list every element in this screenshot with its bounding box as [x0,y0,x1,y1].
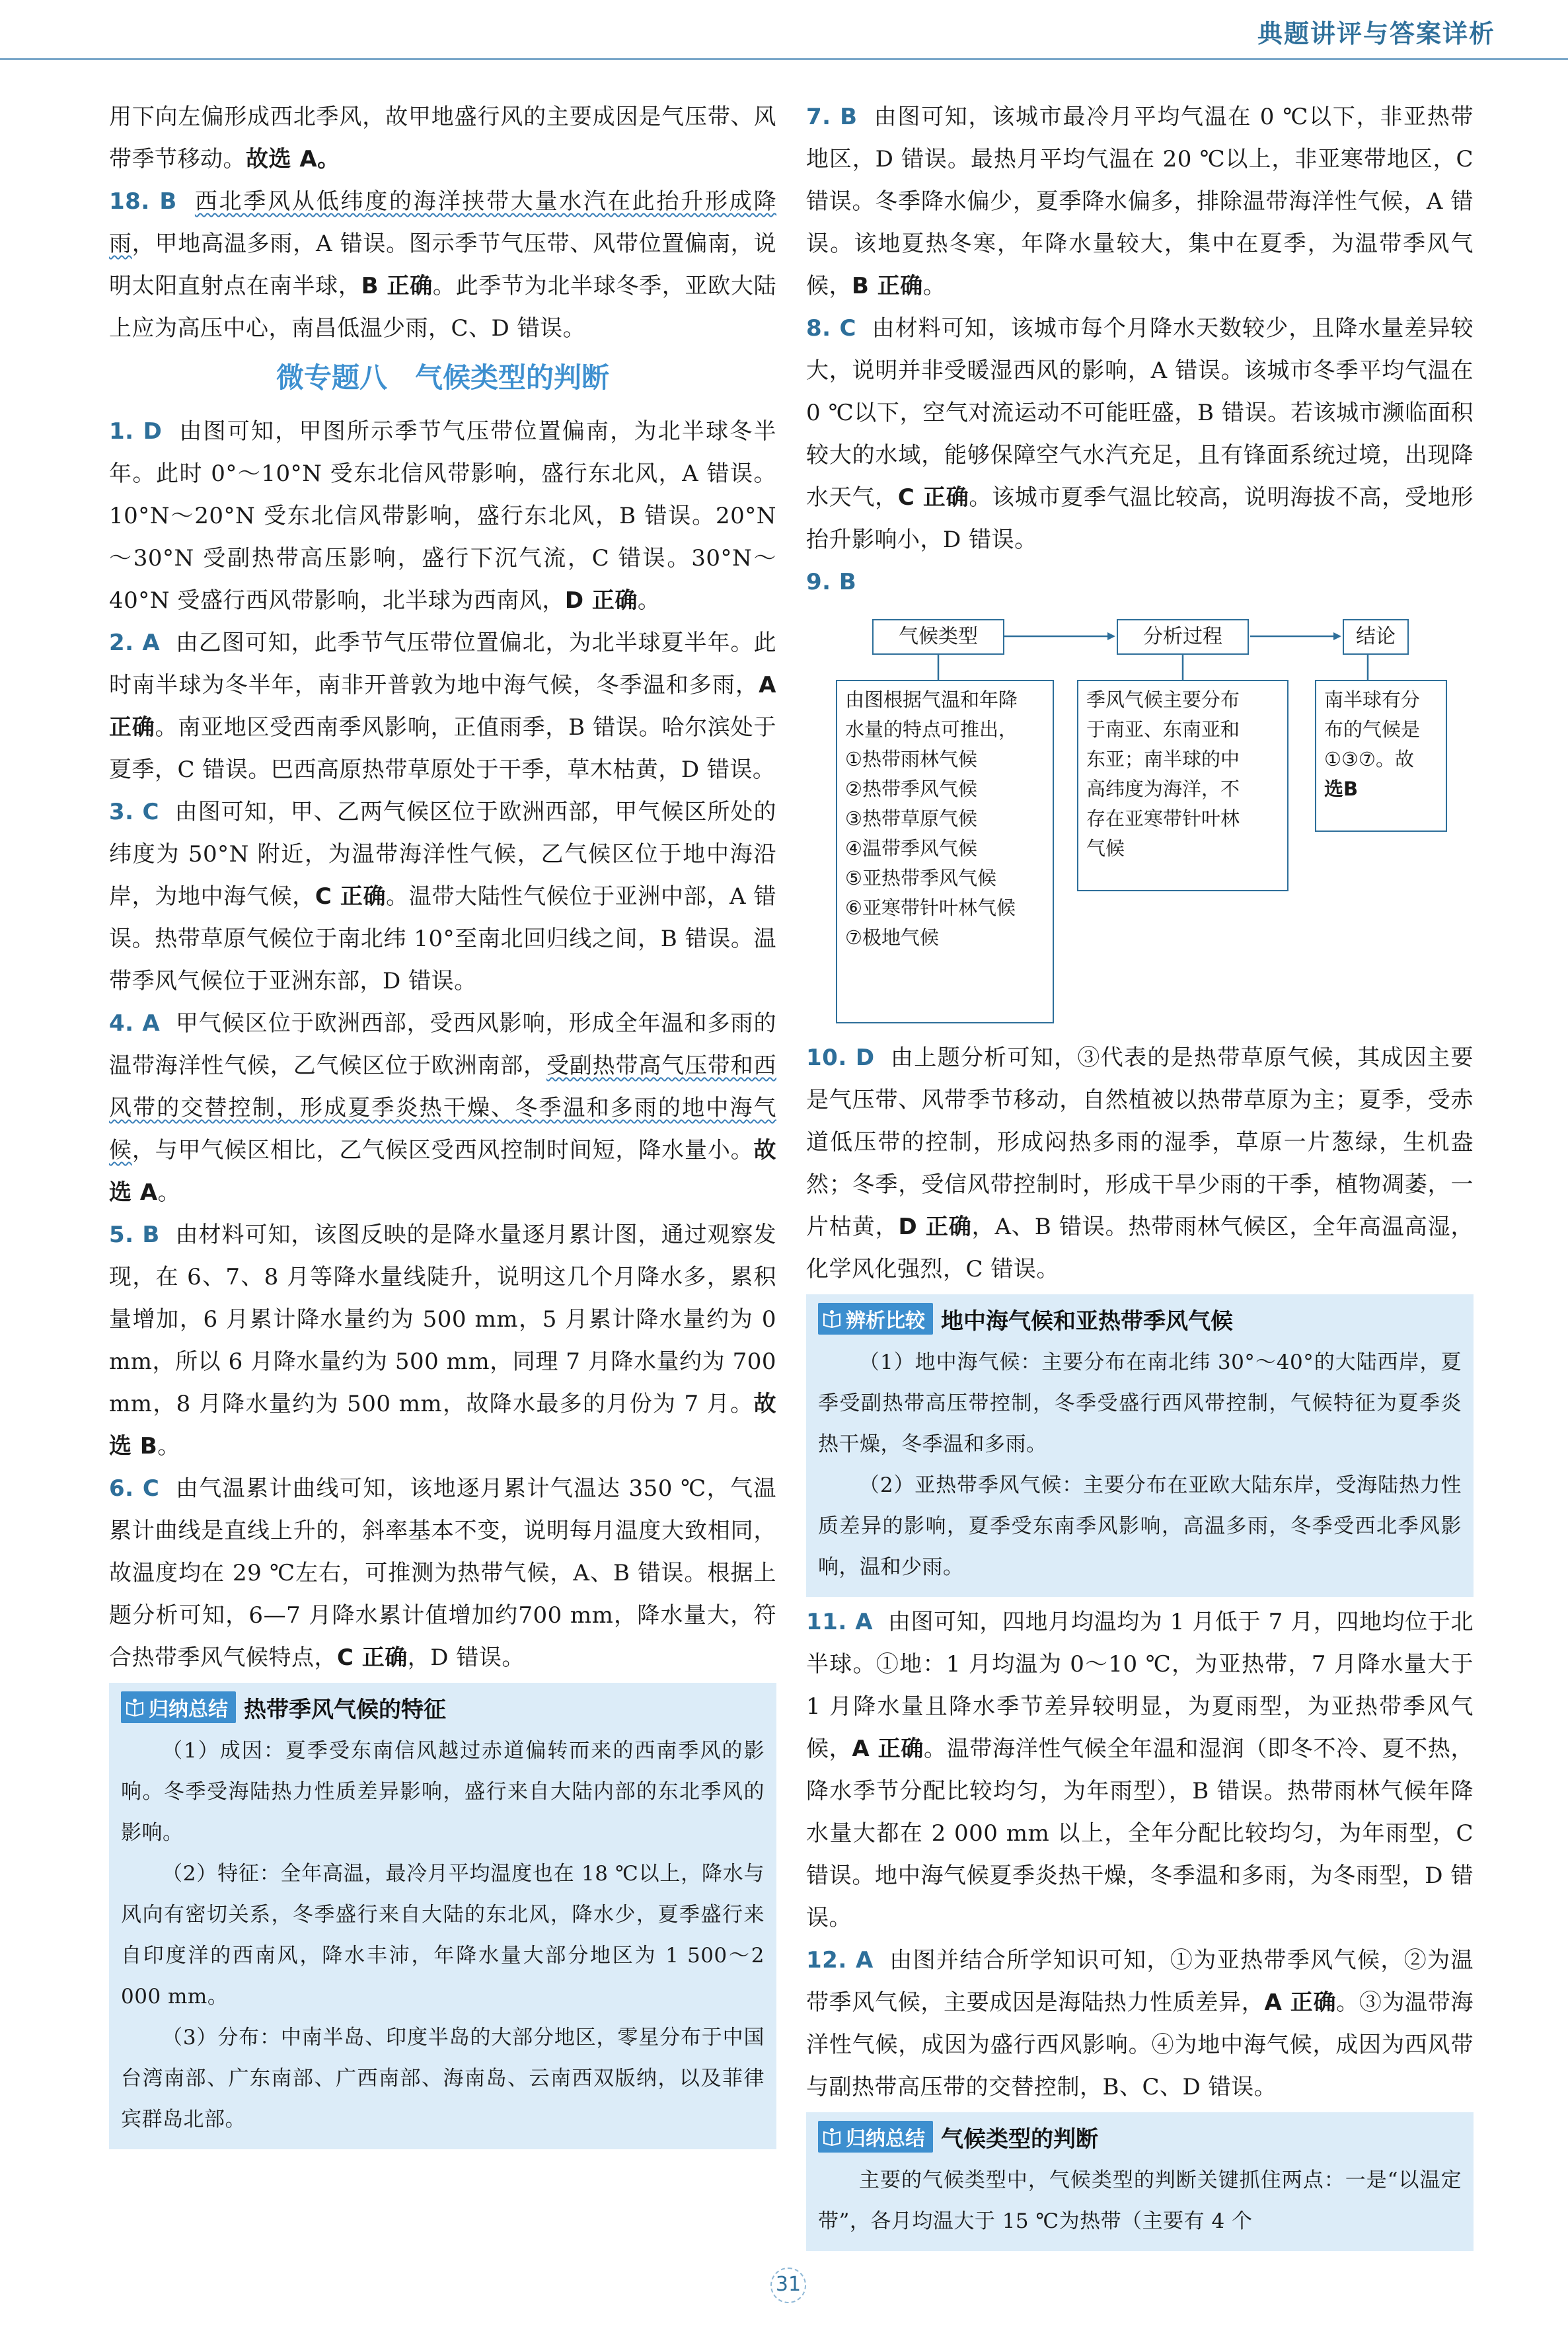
diagram-head-climate-type: 气候类型 [872,619,1004,655]
right-column [806,96,1474,2251]
diagram-box-climate-list: 由图根据气温和年降 水量的特点可推出， ①热带雨林气候 ②热带季风气候 ③热带草原气候 ④温带季风气候 ⑤亚热带季风气候 ⑥亚寒带针叶林气候 ⑦极地气候 [836,680,1054,1023]
answer-8: 8. C 由材料可知，该城市每个月降水天数较少，且降水量差异较大，说明并非受暖湿西风的影响，A 错误。该城市冬季平均气温在 0 ℃以下，空气对流运动不可能旺盛，B 错误。若该城市濒临面积较大的水域，能够保障空气水汽充足，且有锋面系统过境，出现降水天气，C 正确。该城市夏季气温比较高，说明海拔不高，受地形抬升影响小，D 错误。 [806,315,1474,553]
diagram-head-analysis: 分析过程 [1117,619,1249,655]
intro-paragraph: 用下向左偏形成西北季风，故甲地盛行风的主要成因是气压带、风带季节移动。故选 A。 [109,104,776,172]
compare-box-mediterranean [806,1294,1474,1597]
diagram-box-analysis: 季风气候主要分布 于南亚、东南亚和 东亚；南半球的中 高纬度为海洋，不 存在亚寒带针叶林 气候 [1077,680,1288,891]
section-title: 微专题八 气候类型的判断 [276,361,609,394]
answer-18: 18. B 西北季风从低纬度的海洋挟带大量水汽在此抬升形成降雨，甲地高温多雨，A 错误。图示季节气压带、风带位置偏南，说明太阳直射点在南半球，B 正确。此季节为北半球冬季，亚欧大陆上应为高压中心，南昌低温少雨，C、D 错误。 [109,188,777,342]
answer-10: 10. D 由上题分析可知，③代表的是热带草原气候，其成因主要是气压带、风带季节移动，自然植被以热带草原为主；夏季，受赤道低压带的控制，形成闷热多雨的湿季，草原一片葱绿，生机盎然；冬季，受信风带控制时，形成干旱少雨的干季，植物凋萎，一片枯黄，D 正确，A、B 错误。热带雨林气候区，全年高温高湿，化学风化强烈，C 错误。 [806,1045,1474,1282]
book-icon [822,1309,842,1329]
box-paragraph: 主要的气候类型中，气候类型的判断关键抓住两点：一是“以温定带”，各月均温大于 15 ℃为热带（主要有 4 个 [818,2168,1462,2233]
page-number: 31 [770,2268,806,2303]
summary-box-tropical-monsoon [109,1683,776,2149]
header-title: 典题讲评与答案详析 [1257,19,1495,48]
summary-box-climate-judgement [806,2112,1474,2251]
compare-tag: 辨析比较 [818,1303,933,1335]
box-header [121,1687,765,1728]
book-icon [822,2127,842,2147]
summary-tag: 归纳总结 [121,1691,236,1723]
answer-3: 3. C 由图可知，甲、乙两气候区位于欧洲西部，甲气候区所处的纬度为 50°N 附近，为温带海洋性气候，乙气候区位于地中海沿岸，为地中海气候，C 正确。温带大陆性气候位于亚洲中部，A 错误。热带草原气候位于南北纬 10°至南北回归线之间，B 错误。温带季风气候位于亚洲东部，D 错误。 [109,799,776,994]
answer-5: 5. B 由材料可知，该图反映的是降水量逐月累计图，通过观察发现，在 6、7、8 月等降水量线陡升，说明这几个月降水多，累积量增加，6 月累计降水量约为 500 mm，5 月累计降水量约为 0 mm，所以 6 月降水量约为 500 mm，同理 7 月降水量约为 700 mm，8 月降水量约为 500 mm，故降水最多的月份为 7 月。故选 B。 [109,1222,776,1459]
summary-tag: 归纳总结 [818,2121,933,2153]
diagram-box-conclusion: 南半球有分 布的气候是 ①③⑦。故 选B [1315,680,1447,832]
answer-2: 2. A 由乙图可知，此季节气压带位置偏北，为北半球夏半年。此时南半球为冬半年，南非开普敦为地中海气候，冬季温和多雨，A 正确。南亚地区受西南季风影响，正值雨季，B 错误。哈尔滨处于夏季，C 错误。巴西高原热带草原处于干季，草木枯黄，D 错误。 [109,630,776,783]
answer-7: 7. B 由图可知，该城市最冷月平均气温在 0 ℃以下，非亚热带地区，D 错误。最热月平均气温在 20 ℃以上，非亚寒带地区，C 错误。冬季降水偏少，夏季降水偏多，排除温带海洋性气候，A 错误。该地夏热冬寒，年降水量较大，集中在夏季，为温带季风气候，B 正确。 [806,104,1474,299]
box-paragraph: （1）地中海气候：主要分布在南北纬 30°～40°的大陆西岸，夏季受副热带高压带控制，冬季受盛行西风带控制，气候特征为夏季炎热干燥，冬季温和多雨。 [818,1350,1462,1456]
analysis-flow-diagram [806,609,1474,1031]
box-title: 热带季风气候的特征 [244,1696,446,1723]
answer-6: 6. C 由气温累计曲线可知，该地逐月累计气温达 350 ℃，气温累计曲线是直线上升的，斜率基本不变，说明每月温度大致相同，故温度均在 29 ℃左右，可推测为热带气候，A、B 错误。根据上题分析可知，6—7 月降水累计值增加约700 mm，降水量大，符合热带季风气候特点，C 正确，D 错误。 [109,1475,776,1671]
box-header [818,2116,1462,2157]
box-paragraph: （3）分布：中南半岛、印度半岛的大部分地区，零星分布于中国台湾南部、广东南部、广西南部、海南岛、云南西双版纳，以及菲律宾群岛北部。 [121,2026,765,2131]
box-header [818,1298,1462,1339]
left-column [109,96,776,2149]
box-title: 气候类型的判断 [941,2125,1098,2153]
answer-11: 11. A 由图可知，四地月均温均为 1 月低于 7 月，四地均位于北半球。①地：1 月均温为 0～10 ℃，为亚热带，7 月降水量大于 1 月降水量且降水季节差异较明显，为夏雨型，为亚热带季风气候，A 正确。温带海洋性气候全年温和湿润（即冬不冷、夏不热，降水季节分配比较均匀，为年雨型），B 错误。热带雨林气候年降水量大都在 2 000 mm 以上，全年分配比较均匀，为年雨型，C 错误。地中海气候夏季炎热干燥，冬季温和多雨，为冬雨型，D 错误。 [806,1609,1474,1931]
box-paragraph: （2）特征：全年高温，最冷月平均温度也在 18 ℃以上，降水与风向有密切关系，冬季盛行来自大陆的东北风，降水少，夏季盛行来自印度洋的西南风，降水丰沛，年降水量大部分地区为 1 500～2 000 mm。 [121,1862,765,2009]
book-icon [125,1697,145,1717]
header-divider [0,58,1568,60]
answer-12: 12. A 由图并结合所学知识可知，①为亚热带季风气候，②为温带季风气候，主要成因是海陆热力性质差异，A 正确。③为温带海洋性气候，成因为盛行西风影响。④为地中海气候，成因为西风带与副热带高压带的交替控制，B、C、D 错误。 [806,1947,1474,2100]
answer-4: 4. A 甲气候区位于欧洲西部，受西风影响，形成全年温和多雨的温带海洋性气候，乙气候区位于欧洲南部，受副热带高气压带和西风带的交替控制，形成夏季炎热干燥、冬季温和多雨的地中海气候，与甲气候区相比，乙气候区受西风控制时间短，降水量小。故选 A。 [109,1010,777,1206]
answer-9: 9. B [806,569,857,595]
box-paragraph: （2）亚热带季风气候：主要分布在亚欧大陆东岸，受海陆热力性质差异的影响，夏季受东南季风影响，高温多雨，冬季受西北季风影响，温和少雨。 [818,1473,1462,1579]
diagram-head-conclusion: 结论 [1343,619,1409,655]
box-title: 地中海气候和亚热带季风气候 [941,1308,1233,1335]
box-paragraph: （1）成因：夏季受东南信风越过赤道偏转而来的西南季风的影响。冬季受海陆热力性质差异影响，盛行来自大陆内部的东北季风的影响。 [121,1739,765,1845]
answer-1: 1. D 由图可知，甲图所示季节气压带位置偏南，为北半球冬半年。此时 0°～10°N 受东北信风带影响，盛行东北风，A 错误。10°N～20°N 受东北信风带影响，盛行东北风，B 错误。20°N～30°N 受副热带高压影响，盛行下沉气流，C 错误。30°N～40°N 受盛行西风带影响，北半球为西南风，D 正确。 [109,418,777,614]
